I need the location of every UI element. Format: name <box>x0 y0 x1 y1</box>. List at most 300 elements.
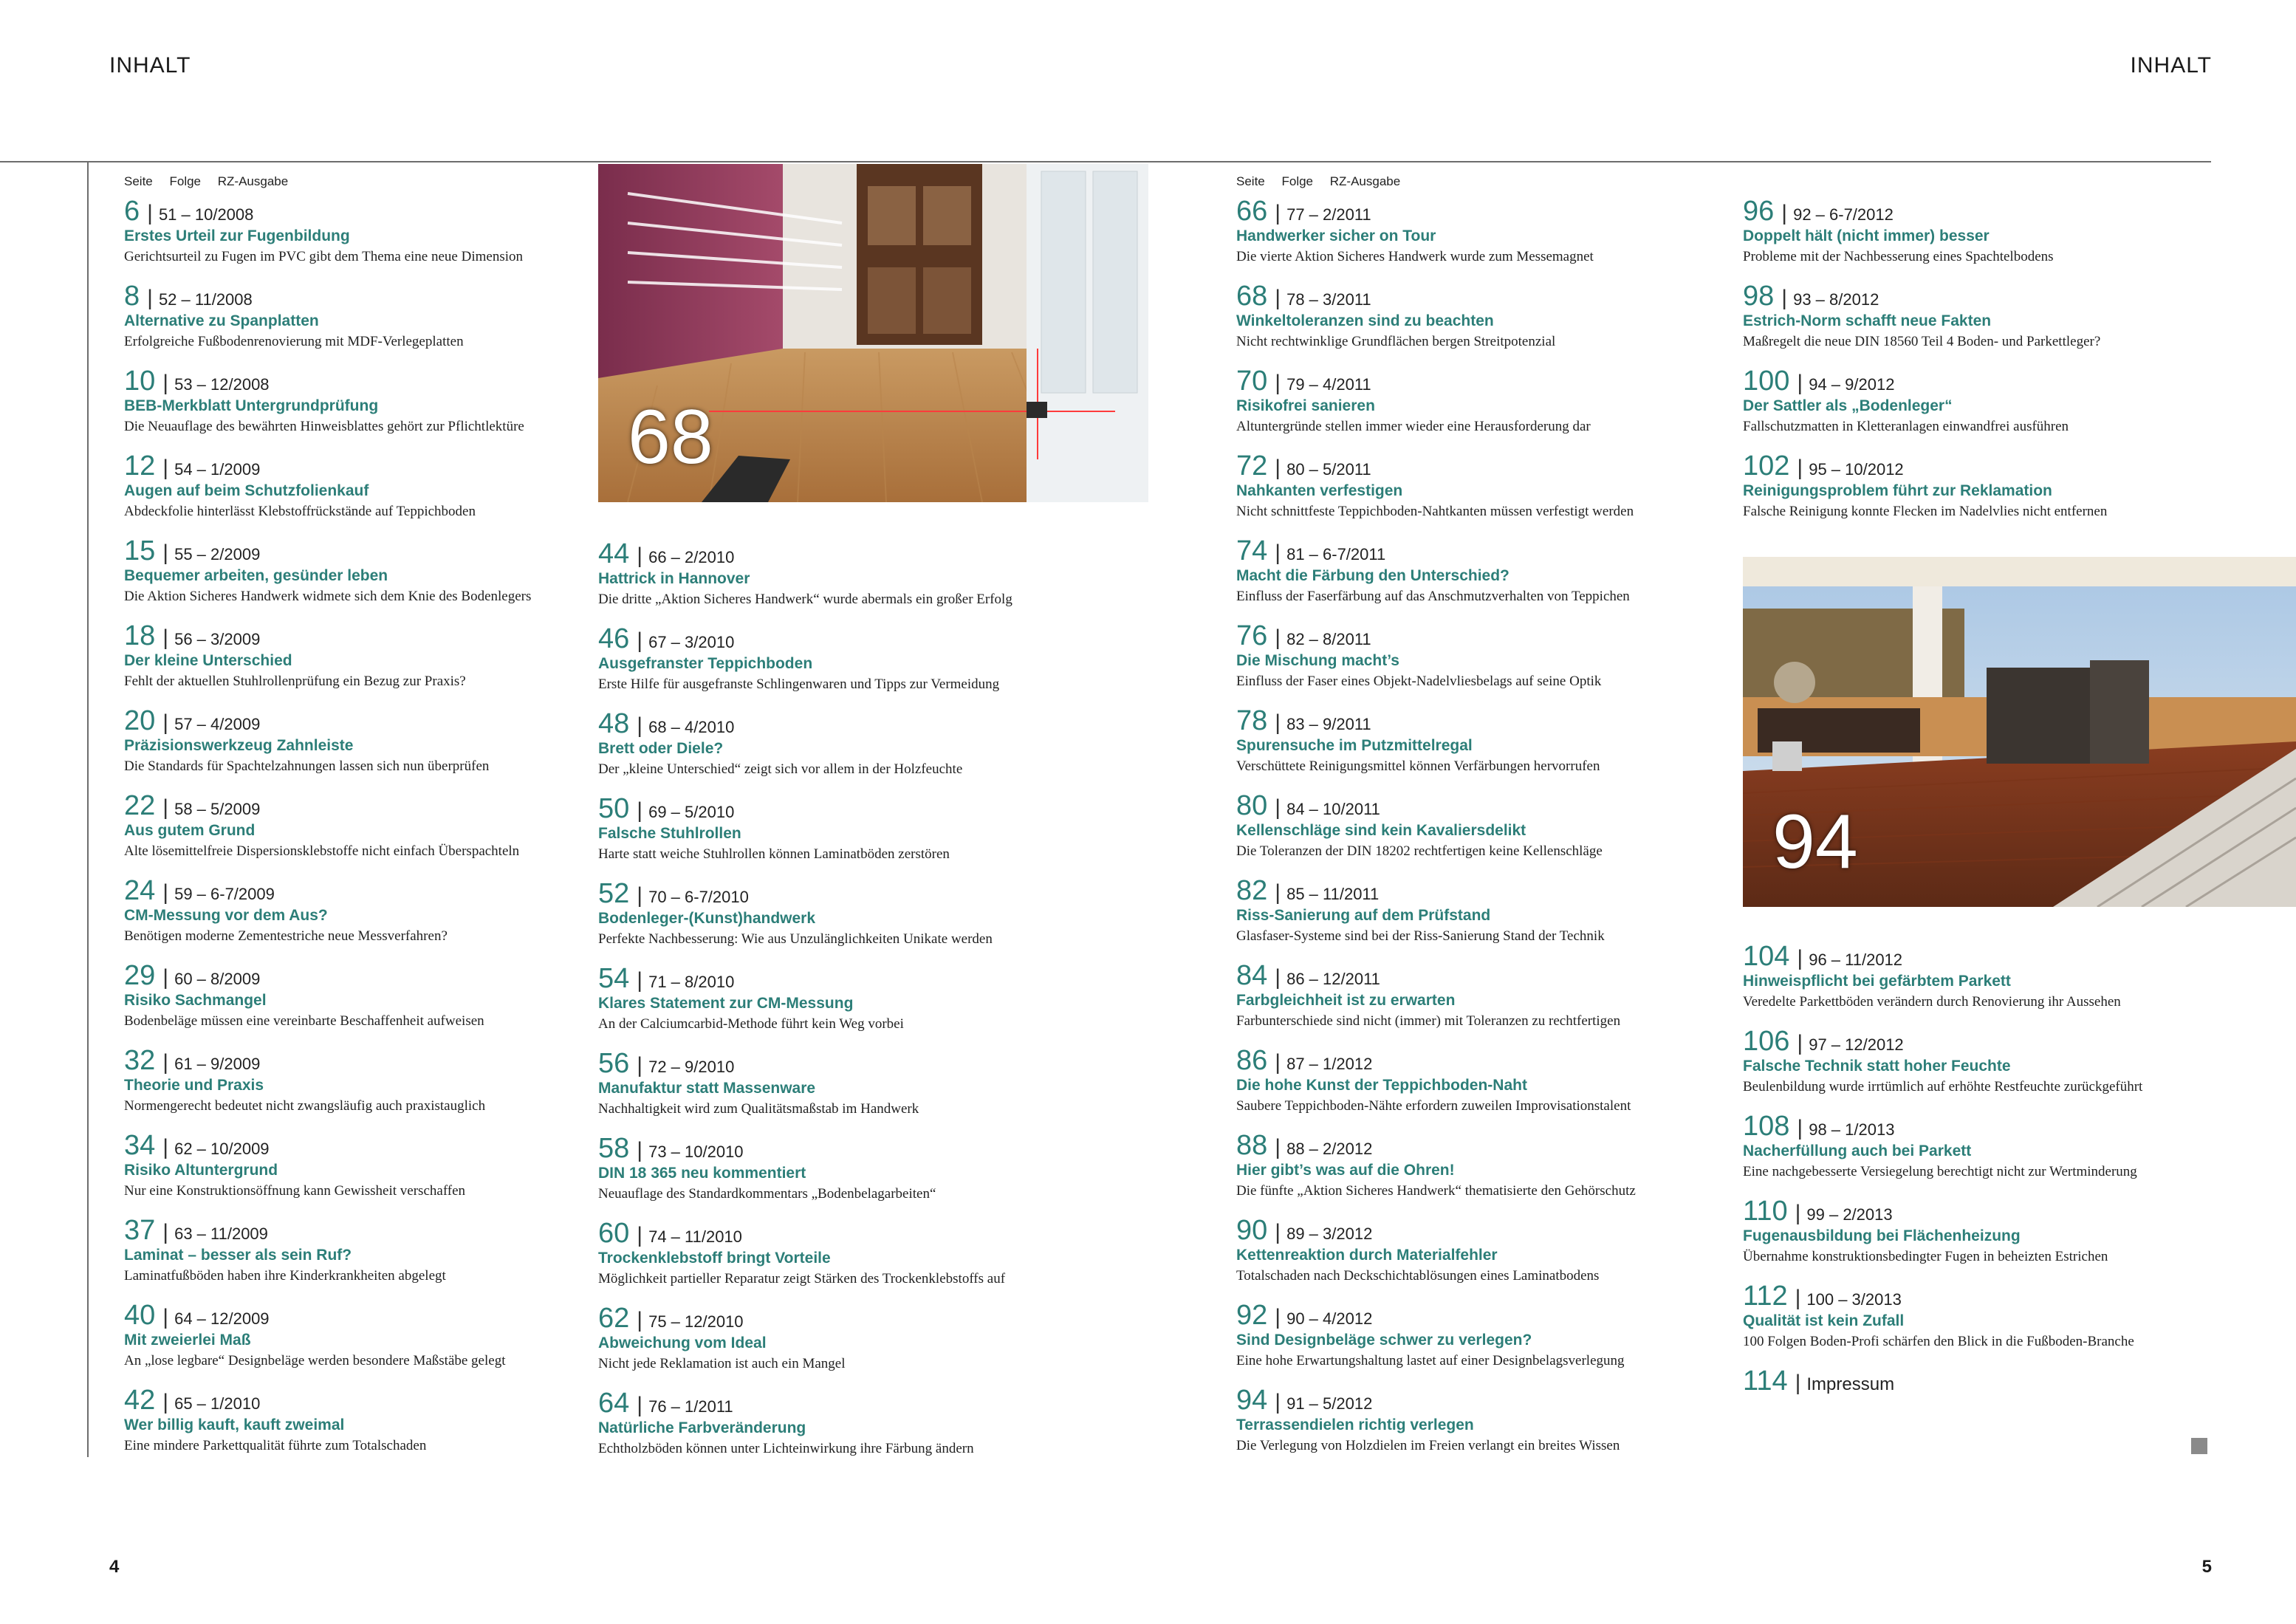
toc-separator: | <box>1795 1371 1801 1395</box>
toc-separator: | <box>1795 1286 1801 1310</box>
toc-separator: | <box>162 1135 169 1159</box>
toc-title: Terrassendielen richtig verlegen <box>1236 1416 1474 1433</box>
toc-folge: 83 – 9/2011 <box>1286 715 1371 733</box>
toc-page-number: 18 <box>124 620 156 651</box>
toc-column-3 <box>1236 196 1694 1470</box>
toc-page-number: 32 <box>124 1045 156 1076</box>
toc-page-number: 112 <box>1743 1281 1788 1312</box>
toc-entry[interactable] <box>598 1049 1056 1134</box>
toc-title: Risiko Sachmangel <box>124 992 267 1009</box>
column-header-ausgabe: RZ-Ausgabe <box>217 174 289 188</box>
toc-separator: | <box>162 1305 169 1329</box>
toc-page-number: 84 <box>1236 960 1268 991</box>
toc-description: Die Neuauflage des bewährten Hinweisblattes gehört zur Pflichtlektüre <box>124 419 524 434</box>
toc-entry[interactable] <box>124 366 582 451</box>
toc-separator: | <box>162 541 169 565</box>
running-header-right: INHALT <box>2130 53 2212 78</box>
toc-description: Nicht rechtwinklige Grundflächen bergen Streitpotenzial <box>1236 334 1556 349</box>
toc-description: Alte lösemittelfreie Dispersionsklebstoffe nicht einfach Überspachteln <box>124 843 520 859</box>
toc-entry[interactable] <box>598 1303 1056 1388</box>
toc-page-number: 92 <box>1236 1300 1268 1331</box>
toc-separator: | <box>1275 880 1281 905</box>
toc-description: Veredelte Parkettböden verändern durch Renovierung ihr Aussehen <box>1743 994 2121 1010</box>
toc-folge: 63 – 11/2009 <box>174 1224 268 1243</box>
toc-folge: 92 – 6-7/2012 <box>1793 205 1894 224</box>
toc-description: Einfluss der Faserfärbung auf das Anschmutzverhalten von Teppichen <box>1236 589 1630 604</box>
toc-page-number: 40 <box>124 1300 156 1331</box>
toc-entry[interactable] <box>1236 876 1694 961</box>
toc-title: Hier gibt’s was auf die Ohren! <box>1236 1162 1455 1179</box>
toc-separator: | <box>1797 1116 1803 1140</box>
toc-page-number: 22 <box>124 790 156 821</box>
toc-entry[interactable] <box>1236 536 1694 621</box>
toc-page-number: 34 <box>124 1130 156 1161</box>
toc-entry[interactable] <box>1743 942 2201 1027</box>
toc-description: Möglichkeit partieller Reparatur zeigt Stärken des Trockenklebstoffs auf <box>598 1271 1006 1286</box>
header-rule <box>0 161 2211 162</box>
toc-description: 100 Folgen Boden-Profi schärfen den Blick in die Fußboden-Branche <box>1743 1334 2134 1349</box>
toc-separator: | <box>1275 1390 1281 1414</box>
toc-entry[interactable] <box>124 1385 582 1470</box>
toc-title: Kettenreaktion durch Materialfehler <box>1236 1247 1498 1264</box>
toc-description: Farbunterschiede sind nicht (immer) mit Toleranzen zu rechtfertigen <box>1236 1013 1621 1029</box>
toc-folge: 64 – 12/2009 <box>174 1309 270 1328</box>
toc-page-number: 90 <box>1236 1215 1268 1246</box>
toc-entry[interactable] <box>124 706 582 791</box>
toc-separator: | <box>162 795 169 820</box>
toc-folge: 56 – 3/2009 <box>174 630 261 648</box>
left-margin-rule <box>87 162 89 1457</box>
toc-folge: 76 – 1/2011 <box>648 1397 733 1416</box>
toc-title: Falsche Stuhlrollen <box>598 825 741 842</box>
toc-separator: | <box>162 965 169 990</box>
toc-folge: 98 – 1/2013 <box>1809 1120 1895 1139</box>
toc-description: Die fünfte „Aktion Sicheres Handwerk“ thematisierte den Gehörschutz <box>1236 1183 1636 1199</box>
toc-page-number: 104 <box>1743 941 1790 972</box>
toc-page-number: 78 <box>1236 705 1268 736</box>
toc-title: Qualität ist kein Zufall <box>1743 1312 1905 1329</box>
toc-title: Natürliche Farbveränderung <box>598 1419 806 1436</box>
toc-entry[interactable] <box>1743 1027 2201 1111</box>
toc-folge: 65 – 1/2010 <box>174 1394 261 1413</box>
toc-page-number: 52 <box>598 878 630 909</box>
toc-page-number: 6 <box>124 196 140 227</box>
photo-terrace <box>1743 557 2296 907</box>
toc-folge: 93 – 8/2012 <box>1793 290 1879 309</box>
toc-folge: 87 – 1/2012 <box>1286 1055 1373 1073</box>
toc-folge: 74 – 11/2010 <box>648 1227 742 1246</box>
toc-entry[interactable] <box>1236 791 1694 876</box>
toc-title: Spurensuche im Putzmittelregal <box>1236 737 1473 754</box>
toc-separator: | <box>162 880 169 905</box>
toc-entry[interactable] <box>1236 196 1694 281</box>
toc-separator: | <box>1797 371 1803 395</box>
toc-separator: | <box>1275 1135 1281 1159</box>
toc-entry[interactable] <box>1743 1196 2201 1281</box>
toc-entry[interactable] <box>598 1219 1056 1303</box>
toc-folge: 61 – 9/2009 <box>174 1055 261 1073</box>
toc-page-number: 64 <box>598 1388 630 1419</box>
toc-column-2 <box>598 539 1056 1473</box>
toc-column-4-lower <box>1743 942 2201 1366</box>
toc-folge: 90 – 4/2012 <box>1286 1309 1373 1328</box>
toc-title: Macht die Färbung den Unterschied? <box>1236 567 1509 584</box>
toc-folge: 97 – 12/2012 <box>1809 1035 1904 1054</box>
toc-description: Eine nachgebesserte Versiegelung berechtigt nicht zur Wertminderung <box>1743 1164 2137 1179</box>
running-header-left: INHALT <box>109 53 191 78</box>
toc-title: Bequemer arbeiten, gesünder leben <box>124 567 388 584</box>
toc-separator: | <box>162 626 169 650</box>
toc-entry[interactable] <box>1236 961 1694 1046</box>
photo-page-number: 68 <box>628 394 713 480</box>
toc-page-number: 102 <box>1743 450 1790 482</box>
toc-entry[interactable] <box>1743 451 2201 536</box>
toc-folge: 53 – 12/2008 <box>174 375 270 394</box>
toc-entry[interactable] <box>598 879 1056 964</box>
column-header-seite: Seite <box>124 174 153 188</box>
toc-folge: 68 – 4/2010 <box>648 718 735 736</box>
toc-separator: | <box>1275 541 1281 565</box>
toc-separator: | <box>1275 626 1281 650</box>
toc-description: Nachhaltigkeit wird zum Qualitätsmaßstab im Handwerk <box>598 1101 919 1117</box>
toc-page-number: 94 <box>1236 1385 1268 1416</box>
toc-page-number: 8 <box>124 281 140 312</box>
toc-entry[interactable] <box>598 624 1056 709</box>
toc-entry[interactable] <box>124 536 582 621</box>
toc-entry[interactable] <box>1743 196 2201 281</box>
toc-entry[interactable] <box>1743 1111 2201 1196</box>
toc-entry[interactable] <box>1236 706 1694 791</box>
toc-page-number: 76 <box>1236 620 1268 651</box>
toc-entry[interactable] <box>124 961 582 1046</box>
toc-page-number: 54 <box>598 963 630 994</box>
toc-folge: 70 – 6-7/2010 <box>648 888 749 906</box>
toc-page-number: 29 <box>124 960 156 991</box>
toc-entry[interactable] <box>598 539 1056 624</box>
toc-page-number: 60 <box>598 1218 630 1249</box>
toc-title: Theorie und Praxis <box>124 1077 264 1094</box>
toc-description: Gerichtsurteil zu Fugen im PVC gibt dem Thema eine neue Dimension <box>124 249 523 264</box>
toc-entry[interactable] <box>1236 1216 1694 1301</box>
toc-separator: | <box>1275 1305 1281 1329</box>
toc-separator: | <box>147 286 153 310</box>
toc-entry[interactable] <box>1236 281 1694 366</box>
toc-description: Neuauflage des Standardkommentars „Bodenbelagarbeiten“ <box>598 1186 936 1202</box>
toc-entry[interactable] <box>1236 621 1694 706</box>
toc-folge: 84 – 10/2011 <box>1286 800 1380 818</box>
page-number-right: 5 <box>2201 1557 2212 1577</box>
toc-entry[interactable] <box>598 1134 1056 1219</box>
toc-page-number: 10 <box>124 366 156 397</box>
toc-folge: 62 – 10/2009 <box>174 1140 270 1158</box>
toc-description: Erste Hilfe für ausgefranste Schlingenwaren und Tipps zur Vermeidung <box>598 676 1000 692</box>
toc-page-number: 82 <box>1236 875 1268 906</box>
toc-entry[interactable] <box>598 709 1056 794</box>
toc-entry[interactable] <box>1236 1301 1694 1385</box>
toc-separator: | <box>637 713 643 738</box>
toc-description: Nicht schnittfeste Teppichboden-Nahtkanten müssen verfestigt werden <box>1236 504 1634 519</box>
toc-separator: | <box>1275 371 1281 395</box>
toc-title: Hinweispflicht bei gefärbtem Parkett <box>1743 973 2011 990</box>
toc-folge: 69 – 5/2010 <box>648 803 735 821</box>
toc-entry[interactable] <box>124 1046 582 1131</box>
toc-folge: 86 – 12/2011 <box>1286 970 1380 988</box>
toc-separator: | <box>1275 1220 1281 1244</box>
toc-entry-impressum[interactable] <box>1743 1366 1894 1396</box>
toc-description: Die Toleranzen der DIN 18202 rechtfertigen keine Kellenschläge <box>1236 843 1603 859</box>
toc-entry[interactable] <box>1743 281 2201 366</box>
toc-folge: 78 – 3/2011 <box>1286 290 1371 309</box>
toc-description: Eine hohe Erwartungshaltung lastet auf einer Designbelagsverlegung <box>1236 1353 1625 1368</box>
toc-separator: | <box>147 201 153 225</box>
toc-description: Die vierte Aktion Sicheres Handwerk wurde zum Messemagnet <box>1236 249 1594 264</box>
toc-folge: 77 – 2/2011 <box>1286 205 1371 224</box>
toc-description: Eine mindere Parkettqualität führte zum Totalschaden <box>124 1438 427 1453</box>
toc-page-number: 106 <box>1743 1026 1790 1057</box>
toc-entry[interactable] <box>1743 1281 2201 1366</box>
toc-page-number: 58 <box>598 1133 630 1164</box>
toc-separator: | <box>1275 286 1281 310</box>
toc-folge: 81 – 6-7/2011 <box>1286 545 1386 563</box>
toc-description: Glasfaser-Systeme sind bei der Riss-Sanierung Stand der Technik <box>1236 928 1605 944</box>
toc-description: Der „kleine Unterschied“ zeigt sich vor allem in der Holzfeuchte <box>598 761 963 777</box>
toc-separator: | <box>162 1220 169 1244</box>
toc-title: Riss-Sanierung auf dem Prüfstand <box>1236 907 1491 924</box>
toc-folge: 51 – 10/2008 <box>158 205 254 224</box>
toc-title: Klares Statement zur CM-Messung <box>598 995 854 1012</box>
toc-description: Bodenbeläge müssen eine vereinbarte Beschaffenheit aufweisen <box>124 1013 484 1029</box>
toc-folge: 91 – 5/2012 <box>1286 1394 1373 1413</box>
column-header-folge: Folge <box>169 174 202 188</box>
toc-title: Aus gutem Grund <box>124 822 256 839</box>
toc-title: Erstes Urteil zur Fugenbildung <box>124 227 350 244</box>
toc-title: Risiko Altuntergrund <box>124 1162 278 1179</box>
toc-separator: | <box>637 1393 643 1417</box>
toc-title: Wer billig kauft, kauft zweimal <box>124 1416 345 1433</box>
toc-description: Probleme mit der Nachbesserung eines Spachtelbodens <box>1743 249 2054 264</box>
toc-page-number: 100 <box>1743 366 1790 397</box>
toc-title: Handwerker sicher on Tour <box>1236 227 1436 244</box>
toc-description: Totalschaden nach Deckschichtablösungen eines Laminatbodens <box>1236 1268 1600 1284</box>
toc-title: Alternative zu Spanplatten <box>124 312 319 329</box>
toc-entry[interactable] <box>1236 451 1694 536</box>
toc-title: Die hohe Kunst der Teppichboden-Naht <box>1236 1077 1527 1094</box>
toc-title: Laminat – besser als sein Ruf? <box>124 1247 352 1264</box>
toc-page-number: 56 <box>598 1048 630 1079</box>
photo-room-laser <box>598 164 1148 502</box>
toc-description: Altuntergründe stellen immer wieder eine Herausforderung dar <box>1236 419 1591 434</box>
toc-folge: 75 – 12/2010 <box>648 1312 744 1331</box>
toc-description: Normengerecht bedeutet nicht zwangsläufig auch praxistauglich <box>124 1098 486 1114</box>
toc-title: CM-Messung vor dem Aus? <box>124 907 328 924</box>
toc-page-number: 80 <box>1236 790 1268 821</box>
toc-description: Nicht jede Reklamation ist auch ein Mangel <box>598 1356 846 1371</box>
toc-separator: | <box>162 1050 169 1075</box>
toc-title: Bodenleger-(Kunst)handwerk <box>598 910 816 927</box>
toc-separator: | <box>637 1053 643 1077</box>
toc-description: Saubere Teppichboden-Nähte erfordern zuweilen Improvisationstalent <box>1236 1098 1631 1114</box>
toc-entry[interactable] <box>598 1388 1056 1473</box>
toc-folge: 94 – 9/2012 <box>1809 375 1895 394</box>
toc-folge: 55 – 2/2009 <box>174 545 261 563</box>
toc-title: Doppelt hält (nicht immer) besser <box>1743 227 1990 244</box>
toc-page-number: 15 <box>124 535 156 566</box>
toc-separator: | <box>162 371 169 395</box>
toc-separator: | <box>162 710 169 735</box>
toc-page-number: 98 <box>1743 281 1775 312</box>
toc-entry[interactable] <box>124 1216 582 1301</box>
column-header-ausgabe: RZ-Ausgabe <box>1329 174 1401 188</box>
toc-title: Farbgleichheit ist zu erwarten <box>1236 992 1456 1009</box>
toc-title: Abweichung vom Ideal <box>598 1335 767 1351</box>
toc-separator: | <box>1275 795 1281 820</box>
toc-entry[interactable] <box>1236 1046 1694 1131</box>
toc-folge: 79 – 4/2011 <box>1286 375 1371 394</box>
toc-description: Verschüttete Reinigungsmittel können Verfärbungen hervorrufen <box>1236 758 1600 774</box>
toc-separator: | <box>1797 1031 1803 1055</box>
toc-entry[interactable] <box>1236 1385 1694 1470</box>
toc-separator: | <box>1781 286 1788 310</box>
toc-title: DIN 18 365 neu kommentiert <box>598 1165 806 1182</box>
toc-entry[interactable] <box>124 791 582 876</box>
toc-separator: | <box>1797 946 1803 970</box>
toc-description: Abdeckfolie hinterlässt Klebstoffrückstände auf Teppichboden <box>124 504 476 519</box>
toc-description: An der Calciumcarbid-Methode führt kein Weg vorbei <box>598 1016 904 1032</box>
toc-separator: | <box>162 456 169 480</box>
toc-separator: | <box>162 1390 169 1414</box>
toc-folge: 85 – 11/2011 <box>1286 885 1380 903</box>
toc-description: Maßregelt die neue DIN 18560 Teil 4 Boden- und Parkettleger? <box>1743 334 2101 349</box>
toc-title: Präzisionswerkzeug Zahnleiste <box>124 737 354 754</box>
toc-page-number: 37 <box>124 1215 156 1246</box>
toc-description: Fehlt der aktuellen Stuhlrollenprüfung ein Bezug zur Praxis? <box>124 674 466 689</box>
toc-description: Fallschutzmatten in Kletteranlagen einwandfrei ausführen <box>1743 419 2069 434</box>
toc-separator: | <box>1275 965 1281 990</box>
toc-title: Fugenausbildung bei Flächenheizung <box>1743 1227 2021 1244</box>
column-header-left <box>124 174 301 189</box>
column-header-right <box>1236 174 1413 189</box>
toc-entry[interactable] <box>1743 366 2201 451</box>
toc-folge: 73 – 10/2010 <box>648 1142 744 1161</box>
toc-description: Echtholzböden können unter Lichteinwirkung ihre Färbung ändern <box>598 1441 974 1456</box>
toc-title: BEB-Merkblatt Untergrundprüfung <box>124 397 379 414</box>
toc-separator: | <box>1795 1201 1801 1225</box>
toc-page-number: 70 <box>1236 366 1268 397</box>
toc-description: Benötigen moderne Zementestriche neue Messverfahren? <box>124 928 448 944</box>
toc-description: Harte statt weiche Stuhlrollen können Laminatböden zerstören <box>598 846 950 862</box>
toc-page-number: 48 <box>598 708 630 739</box>
toc-page-number: 108 <box>1743 1111 1790 1142</box>
toc-impressum-label: Impressum <box>1806 1374 1895 1394</box>
toc-entry[interactable] <box>1236 366 1694 451</box>
toc-folge: 54 – 1/2009 <box>174 460 261 479</box>
toc-page-number: 68 <box>1236 281 1268 312</box>
toc-separator: | <box>637 883 643 908</box>
column-header-seite: Seite <box>1236 174 1265 188</box>
toc-title: Ausgefranster Teppichboden <box>598 655 813 672</box>
toc-entry[interactable] <box>124 281 582 366</box>
toc-separator: | <box>1797 456 1803 480</box>
toc-folge: 58 – 5/2009 <box>174 800 261 818</box>
toc-description: Die Aktion Sicheres Handwerk widmete sich dem Knie des Bodenlegers <box>124 589 532 604</box>
toc-description: Die Standards für Spachtelzahnungen lassen sich nun überprüfen <box>124 758 490 774</box>
toc-separator: | <box>637 628 643 653</box>
toc-title: Falsche Technik statt hoher Feuchte <box>1743 1058 2011 1075</box>
toc-folge: 71 – 8/2010 <box>648 973 735 991</box>
toc-page-number: 62 <box>598 1303 630 1334</box>
toc-page-number: 96 <box>1743 196 1775 227</box>
end-mark <box>2191 1438 2207 1454</box>
photo-page-number: 94 <box>1772 799 1858 885</box>
toc-folge: 89 – 3/2012 <box>1286 1224 1373 1243</box>
toc-entry[interactable] <box>124 451 582 536</box>
toc-title: Manufaktur statt Massenware <box>598 1080 816 1097</box>
toc-page-number: 110 <box>1743 1196 1788 1227</box>
toc-entry[interactable] <box>1236 1131 1694 1216</box>
toc-description: Die dritte „Aktion Sicheres Handwerk“ wurde abermals ein großer Erfolg <box>598 592 1012 607</box>
toc-entry[interactable] <box>124 876 582 961</box>
toc-entry[interactable] <box>124 1131 582 1216</box>
toc-page-number: 66 <box>1236 196 1268 227</box>
toc-separator: | <box>637 1223 643 1247</box>
toc-page-number: 88 <box>1236 1130 1268 1161</box>
toc-title: Der Sattler als „Bodenleger“ <box>1743 397 1953 414</box>
toc-folge: 88 – 2/2012 <box>1286 1140 1373 1158</box>
toc-title: Der kleine Unterschied <box>124 652 292 669</box>
toc-folge: 67 – 3/2010 <box>648 633 735 651</box>
toc-separator: | <box>1275 201 1281 225</box>
toc-title: Trockenklebstoff bringt Vorteile <box>598 1250 831 1267</box>
toc-page-number: 86 <box>1236 1045 1268 1076</box>
toc-separator: | <box>637 1138 643 1162</box>
toc-entry[interactable] <box>124 621 582 706</box>
toc-description: Nur eine Konstruktionsöffnung kann Gewissheit verschaffen <box>124 1183 466 1199</box>
toc-title: Estrich-Norm schafft neue Fakten <box>1743 312 1992 329</box>
toc-separator: | <box>1275 1050 1281 1075</box>
toc-entry[interactable] <box>598 794 1056 879</box>
toc-title: Risikofrei sanieren <box>1236 397 1375 414</box>
toc-page-number: 12 <box>124 450 156 482</box>
toc-page-number: 42 <box>124 1385 156 1416</box>
toc-entry[interactable] <box>124 196 582 281</box>
toc-description: Beulenbildung wurde irrtümlich auf erhöhte Restfeuchte zurückgeführt <box>1743 1079 2143 1094</box>
toc-description: Erfolgreiche Fußbodenrenovierung mit MDF-Verlegeplatten <box>124 334 464 349</box>
toc-folge: 72 – 9/2010 <box>648 1058 735 1076</box>
toc-folge: 80 – 5/2011 <box>1286 460 1371 479</box>
toc-description: An „lose legbare“ Designbeläge werden besondere Maßstäbe gelegt <box>124 1353 506 1368</box>
column-header-folge: Folge <box>1281 174 1314 188</box>
toc-title: Nacherfüllung auch bei Parkett <box>1743 1142 1972 1159</box>
toc-entry[interactable] <box>124 1301 582 1385</box>
toc-page-number: 46 <box>598 623 630 654</box>
toc-title: Winkeltoleranzen sind zu beachten <box>1236 312 1494 329</box>
toc-title: Mit zweierlei Maß <box>124 1332 251 1349</box>
toc-title: Hattrick in Hannover <box>598 570 750 587</box>
toc-entry[interactable] <box>598 964 1056 1049</box>
toc-folge: 82 – 8/2011 <box>1286 630 1371 648</box>
toc-column-1 <box>124 196 582 1470</box>
toc-title: Sind Designbeläge schwer zu verlegen? <box>1236 1332 1532 1349</box>
toc-title: Reinigungsproblem führt zur Reklamation <box>1743 482 2052 499</box>
toc-title: Brett oder Diele? <box>598 740 724 757</box>
toc-folge: 60 – 8/2009 <box>174 970 261 988</box>
toc-page-number: 44 <box>598 538 630 569</box>
toc-description: Falsche Reinigung konnte Flecken im Nadelvlies nicht entfernen <box>1743 504 2108 519</box>
toc-title: Augen auf beim Schutzfolienkauf <box>124 482 369 499</box>
toc-separator: | <box>637 544 643 568</box>
toc-separator: | <box>637 798 643 823</box>
toc-page-number: 50 <box>598 793 630 824</box>
